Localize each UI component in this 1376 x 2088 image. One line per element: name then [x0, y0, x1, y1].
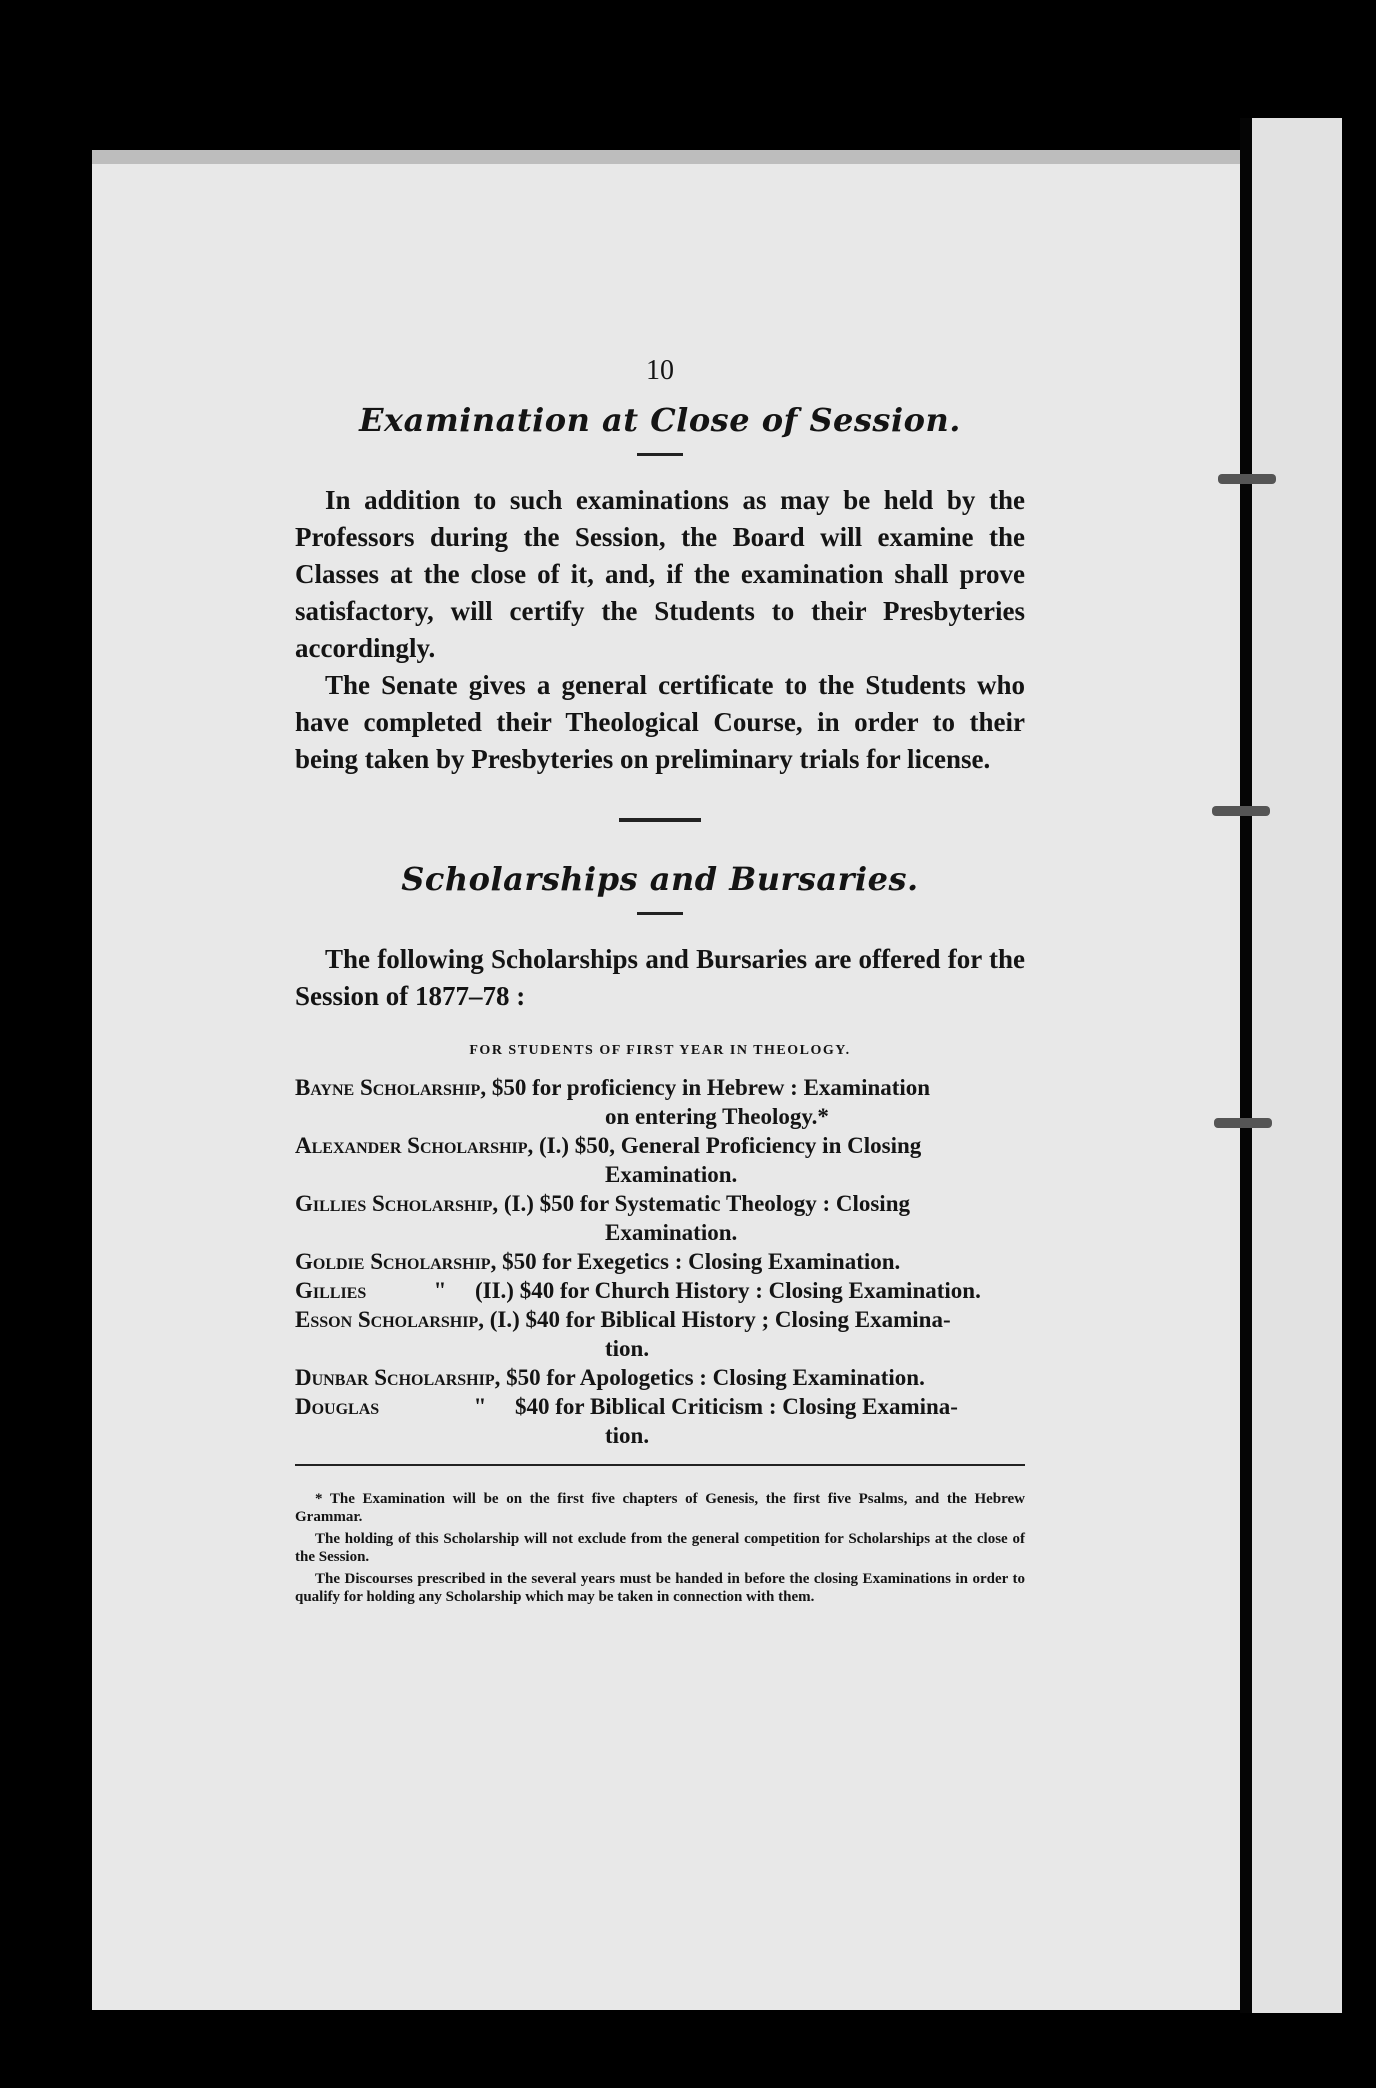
scholarship-list	[295, 1073, 1025, 1450]
scholarship-name: Gillies	[295, 1278, 367, 1303]
section-divider	[619, 818, 701, 822]
paragraph: In addition to such examinations as may be held by the Professors during the Session, the Board will examine the Classes at the close of it, and, if the examination shall prove satisfactory, will certify the Students to their Presbyteries accordingly.	[295, 485, 1025, 663]
scholarship-entry	[295, 1363, 1025, 1392]
scholarship-entry	[295, 1131, 1025, 1189]
page-top-shadow	[92, 150, 1242, 164]
scholarship-terms: (II.) $40 for Church History : Closing Examination.	[475, 1278, 981, 1303]
page-number: 10	[646, 355, 674, 386]
scholarship-terms: $40 for Biblical Criticism : Closing Examina-	[515, 1394, 958, 1419]
scholarship-name: Esson Scholarship,	[295, 1307, 484, 1332]
scholarship-name: Dunbar Scholarship,	[295, 1365, 501, 1390]
ditto-mark: "	[473, 1394, 487, 1419]
scholarship-name: Gillies Scholarship,	[295, 1191, 499, 1216]
scholarship-terms: $50 for proficiency in Hebrew : Examination	[491, 1075, 931, 1100]
scholarship-entry	[295, 1247, 1025, 1276]
scholarship-name: Bayne Scholarship,	[295, 1075, 487, 1100]
scholarship-terms-cont: on entering Theology.*	[605, 1104, 829, 1129]
scholarship-entry	[295, 1073, 1025, 1131]
scholarship-terms: (I.) $50, General Proficiency in Closing	[539, 1133, 922, 1158]
section-heading-scholarships: Scholarships and Bursaries.	[401, 860, 919, 898]
ditto-mark: "	[433, 1278, 447, 1303]
scholarship-name: Goldie Scholarship,	[295, 1249, 497, 1274]
scholarship-terms-cont: tion.	[605, 1336, 650, 1361]
heading-rule	[637, 912, 683, 915]
binding-staple-mark	[1218, 474, 1276, 484]
section-heading-examination: Examination at Close of Session.	[359, 401, 961, 439]
scholarship-entry	[295, 1305, 1025, 1363]
scholarship-name: Alexander Scholarship,	[295, 1133, 534, 1158]
scholarship-terms: (I.) $50 for Systematic Theology : Closing	[503, 1191, 910, 1216]
scholarship-terms: (I.) $40 for Biblical History ; Closing Examina-	[489, 1307, 951, 1332]
scholarship-entry	[295, 1189, 1025, 1247]
scholarship-terms: $50 for Exegetics : Closing Examination.	[502, 1249, 901, 1274]
scholarship-terms-cont: Examination.	[605, 1220, 738, 1245]
intro-paragraph: The following Scholarships and Bursaries are offered for the Session of 1877–78 :	[295, 944, 1025, 1011]
binding-staple-mark	[1212, 806, 1270, 816]
page-content	[295, 355, 1025, 1610]
facing-page-strip	[1252, 118, 1342, 2013]
footnote-rule	[295, 1464, 1025, 1466]
scholarship-terms-cont: Examination.	[605, 1162, 738, 1187]
students-subheading: FOR STUDENTS OF FIRST YEAR IN THEOLOGY.	[469, 1043, 851, 1058]
footnote: The holding of this Scholarship will not exclude from the general competition for Scholarships at the close of the Session.	[295, 1531, 1025, 1565]
scholarship-entry	[295, 1392, 1025, 1450]
binding-edge	[1240, 118, 1252, 2013]
scholarship-terms-cont: tion.	[605, 1423, 650, 1448]
scholarship-name: Douglas	[295, 1394, 380, 1419]
footnote: The Discourses prescribed in the several years must be handed in before the closing Examinations in order to qualify for holding any Scholarship which may be taken in connection with them.	[295, 1571, 1025, 1605]
scholarship-entry	[295, 1276, 1025, 1305]
footnote: * The Examination will be on the first five chapters of Genesis, the first five Psalms, and the Hebrew Grammar.	[295, 1491, 1025, 1525]
binding-staple-mark	[1214, 1118, 1272, 1128]
paragraph: The Senate gives a general certificate to the Students who have completed their Theological Course, in order to their being taken by Presbyteries on preliminary trials for license.	[295, 670, 1025, 774]
heading-rule	[637, 453, 683, 456]
scholarship-terms: $50 for Apologetics : Closing Examination.	[506, 1365, 925, 1390]
